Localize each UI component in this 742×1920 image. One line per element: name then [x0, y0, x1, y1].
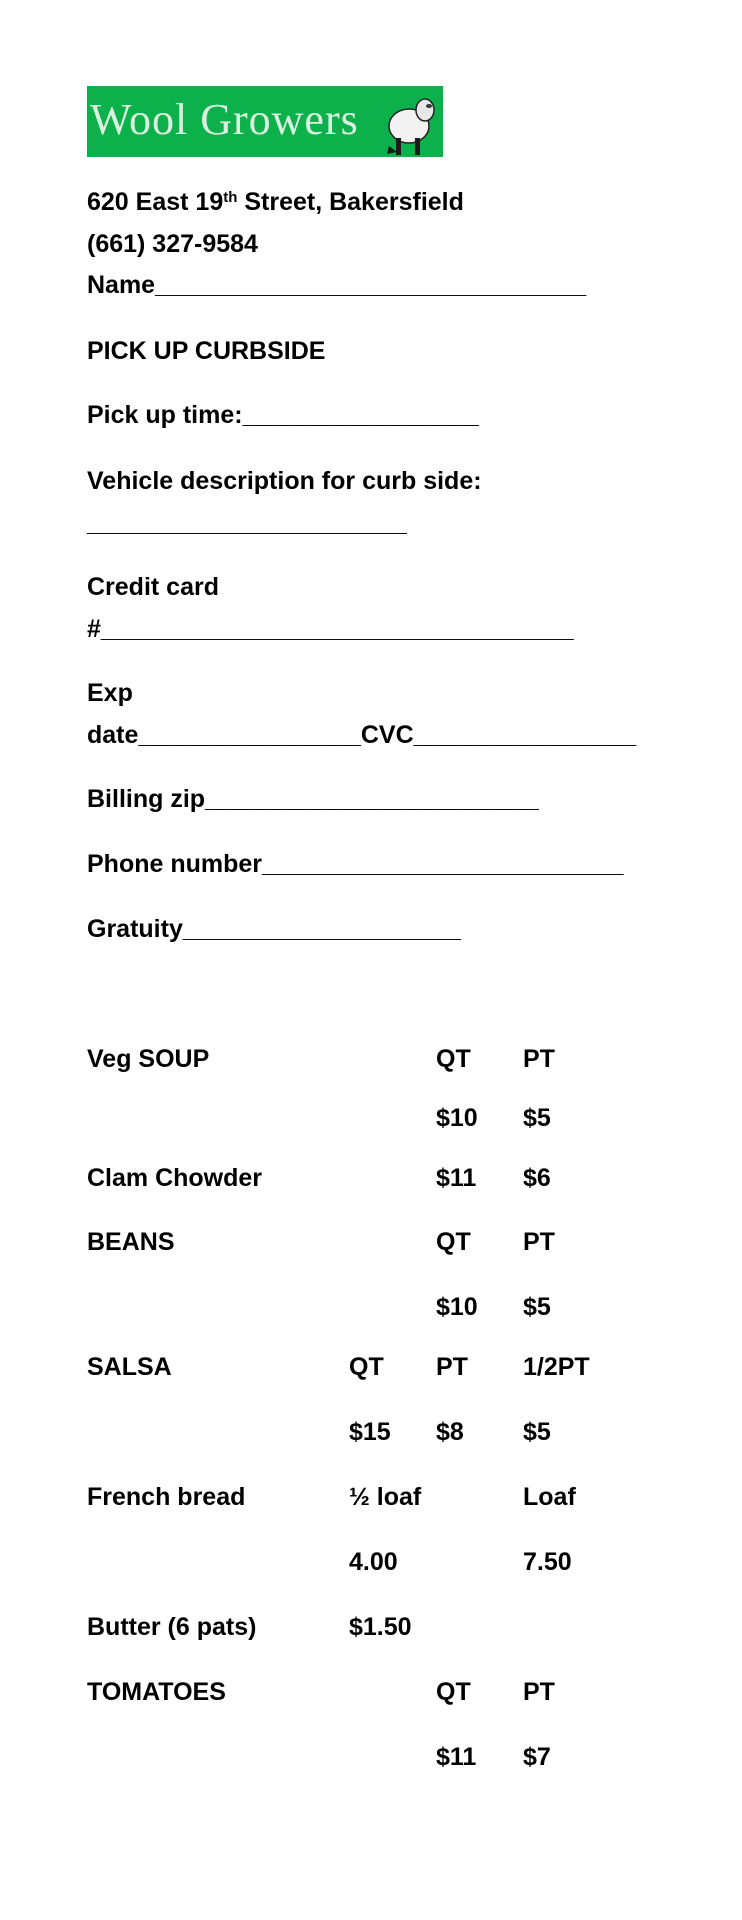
menu-item-tomatoes: TOMATOES — [87, 1678, 226, 1706]
tomatoes-qt-header: QT — [436, 1678, 471, 1706]
exp-cvc-field[interactable]: date________________CVC________________ — [87, 721, 637, 749]
salsa-half-pt-header: 1/2PT — [523, 1353, 590, 1381]
pickup-options[interactable]: PICK UP CURBSIDE — [87, 337, 326, 365]
french-bread-half-loaf-price: 4.00 — [349, 1548, 398, 1576]
tomatoes-pt-price: $7 — [523, 1743, 551, 1771]
pickup-time-field[interactable]: Pick up time:_________________ — [87, 401, 479, 429]
menu-item-salsa: SALSA — [87, 1353, 172, 1381]
salsa-pt-header: PT — [436, 1353, 468, 1381]
logo-text: Wool Growers — [90, 95, 359, 144]
exp-label: Exp — [87, 679, 133, 707]
beans-pt-price: $5 — [523, 1293, 551, 1321]
beans-pt-header: PT — [523, 1228, 555, 1256]
phone-number-field[interactable]: Phone number__________________________ — [87, 850, 624, 878]
veg-soup-pt-price: $5 — [523, 1104, 551, 1132]
menu-item-butter: Butter (6 pats) — [87, 1613, 257, 1641]
french-bread-loaf-header: Loaf — [523, 1483, 576, 1511]
vehicle-description-field[interactable]: _______________________ — [87, 509, 407, 537]
tomatoes-qt-price: $11 — [436, 1743, 477, 1771]
veg-soup-qt-header: QT — [436, 1045, 471, 1073]
clam-chowder-pt-price: $6 — [523, 1164, 551, 1192]
menu-item-beans: BEANS — [87, 1228, 175, 1256]
vehicle-description-label: Vehicle description for curb side: — [87, 467, 482, 495]
credit-card-label: Credit card — [87, 573, 219, 601]
salsa-half-pt-price: $5 — [523, 1418, 551, 1446]
menu-item-french-bread: French bread — [87, 1483, 246, 1511]
veg-soup-pt-header: PT — [523, 1045, 555, 1073]
menu-item-clam-chowder: Clam Chowder — [87, 1164, 263, 1192]
beans-qt-price: $10 — [436, 1293, 478, 1321]
salsa-pt-price: $8 — [436, 1418, 464, 1446]
butter-price: $1.50 — [349, 1613, 412, 1641]
address: 620 East 19th Street, Bakersfield — [87, 188, 464, 216]
sheep-icon — [379, 86, 443, 157]
french-bread-half-loaf-header: ½ loaf — [349, 1483, 422, 1511]
billing-zip-field[interactable]: Billing zip________________________ — [87, 785, 539, 813]
beans-qt-header: QT — [436, 1228, 471, 1256]
clam-chowder-qt-price: $11 — [436, 1164, 477, 1192]
gratuity-field[interactable]: Gratuity____________________ — [87, 915, 461, 943]
wool-growers-logo — [87, 86, 443, 157]
credit-card-field[interactable]: #__________________________________ — [87, 615, 574, 643]
french-bread-loaf-price: 7.50 — [523, 1548, 572, 1576]
veg-soup-qt-price: $10 — [436, 1104, 478, 1132]
phone: (661) 327-9584 — [87, 230, 258, 258]
salsa-qt-price: $15 — [349, 1418, 391, 1446]
tomatoes-pt-header: PT — [523, 1678, 555, 1706]
menu-item-veg-soup: Veg SOUP — [87, 1045, 210, 1073]
name-field[interactable]: Name_______________________________ — [87, 271, 587, 299]
salsa-qt-header: QT — [349, 1353, 384, 1381]
